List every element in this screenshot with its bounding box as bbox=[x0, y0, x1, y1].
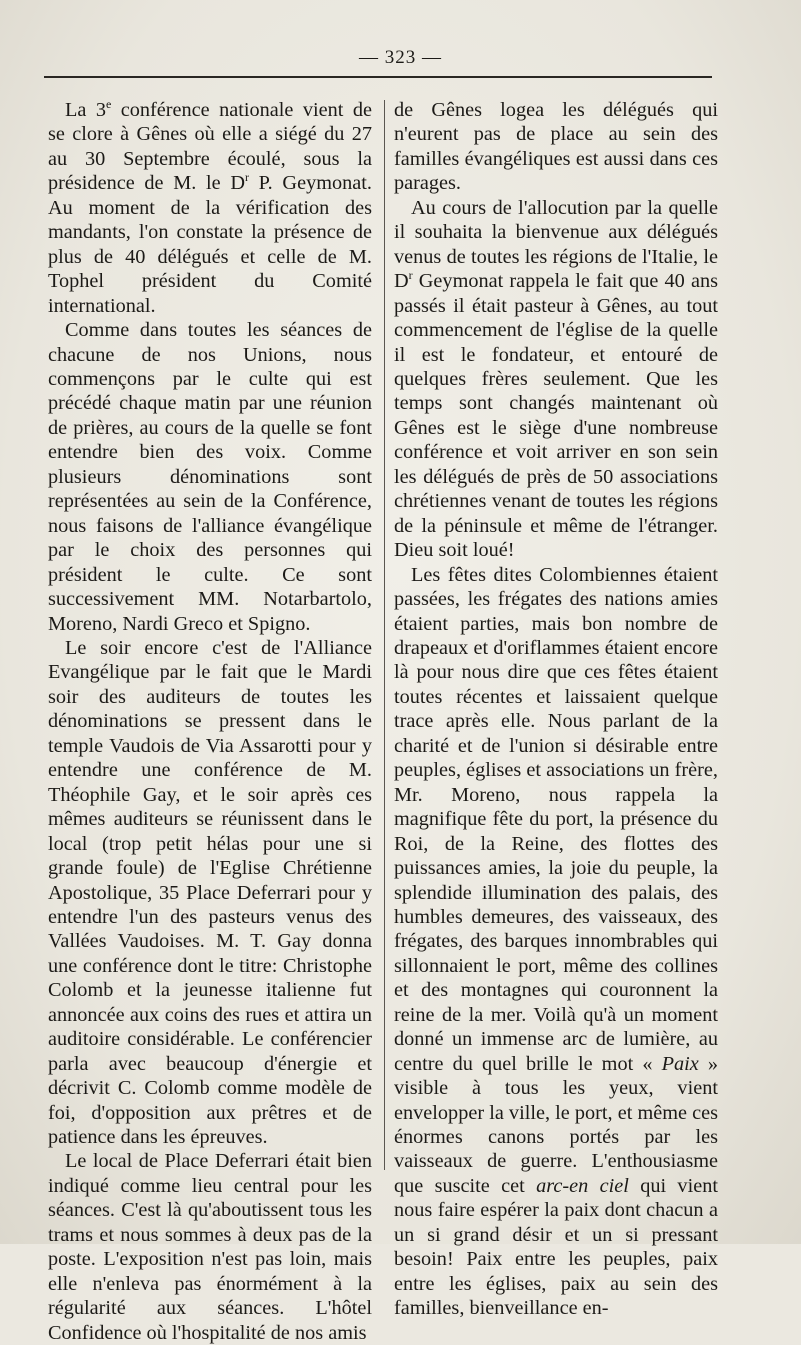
paragraph: Le soir encore c'est de l'Alliance Evangélique par le fait que le Mardi soir des auditeurs de toutes les dénominations se pressent dans le temple Vaudois de Via Assarotti pour y entendre une conférence de M. Théophile Gay, et le soir après ces mêmes auditeurs se réunissent dans le local (trop petit hélas pour une si grande foule) de l'Eglise Chrétienne Apostolique, 35 Place Deferrari pour y entendre l'un des pasteurs venus des Vallées Vaudoises. M. T. Gay donna une conférence dont le titre: Christophe Colomb et la jeunesse italienne fut annoncée aux coins des rues et attira un auditoire considérable. Le conférencier parla avec beaucoup d'énergie et décrivit C. Colomb comme modèle de foi, d'opposition aux prêtres et de patience dans les épreuves. bbox=[48, 636, 372, 1149]
page-number: — 323 — bbox=[359, 47, 442, 68]
column-divider bbox=[384, 100, 385, 1170]
paragraph: La 3e conférence nationale vient de se clore à Gênes où elle a siégé du 27 au 30 Septembre écoulé, sous la présidence de M. le $D^r$ P. Geymonat. Au moment de la vérification des mandants, l'on constate la présence de plus de 40 délégués et celle de M. Tophel président du Comité international. bbox=[48, 97, 372, 317]
paragraph: Comme dans toutes les séances de chacune de nos Unions, nous commençons par le culte qui est précédé chaque matin par une réunion de prières, au cours de la quelle se font entendre bien des voix. Comme plusieurs dénominations sont représentées au sein de la Conférence, nous faisons de l'alliance évangélique par le choix des personnes qui président le culte. Ce sont successivement MM. Notarbartolo, Moreno, Nardi Greco et Spigno. bbox=[48, 319, 372, 635]
paragraph: Au cours de l'allocution par la quelle il souhaita la bienvenue aux délégués venus de toutes les régions de l'Italie, le $D^r$ Geymonat rappela le fait que 40 ans passés il était pasteur à Gênes, au tout commencement de l'église de la quelle il est le fondateur, et entouré de quelques frères seulement. Que les temps sont changés maintenant où Gênes est le siège d'une nombreuse conférence et voit arriver en son sein les délégués de près de 50 associations chrétiennes venant de toutes les régions de la péninsule et même de l'étranger. Dieu soit loué! bbox=[394, 196, 718, 562]
paragraph: Les fêtes dites Colombiennes étaient passées, les frégates des nations amies étaient parties, mais bon nombre de drapeaux et d'oriflammes étaient encore là pour nous dire que ces fêtes étaient toutes récentes et laissaient quelque trace après elle. Nous parlant de la charité et de l'union si désirable entre peuples, églises et associations un frère, Mr. Moreno, nous rappela la magnifique fête du port, la présence du Roi, de la Reine, des flottes des puissances amies, la joie du peuple, la splendide illumination des palais, des humbles demeures, des vaisseaux, des frégates, des barques innombrables qui sillonnaient le port, même des collines et des montagnes qui couronnent la reine de la mer. Voilà qu'à un moment donné un immense arc de lumière, au centre du quel brille le mot « Paix » visible à tous les yeux, vient envelopper la ville, le port, et même ces énormes canons portés par les vaisseaux de guerre. L'enthousiasme que suscite cet arc-en ciel qui vient nous faire espérer la paix dont chacun a un si grand désir et un si pressant besoin! Paix entre les peuples, paix entre les églises, paix au sein des familles, bienveillance en- bbox=[394, 563, 718, 1320]
paragraph: Le local de Place Deferrari était bien indiqué comme lieu central pour les séances. C'est là qu'aboutissent tous les trams et nous sommes à deux pas de la poste. L'exposition n'est pas loin, mais elle n'enleva pas énormément à la régularité aux séances. L'hôtel Confidence où l'hospitalité de nos amis bbox=[48, 1150, 372, 1344]
text-column-left bbox=[48, 98, 372, 1345]
text-column-right bbox=[394, 98, 718, 1321]
paragraph: de Gênes logea les délégués qui n'eurent pas de place au sein des familles évangéliques est aussi dans ces parages. bbox=[394, 99, 718, 195]
header-rule bbox=[44, 76, 712, 78]
